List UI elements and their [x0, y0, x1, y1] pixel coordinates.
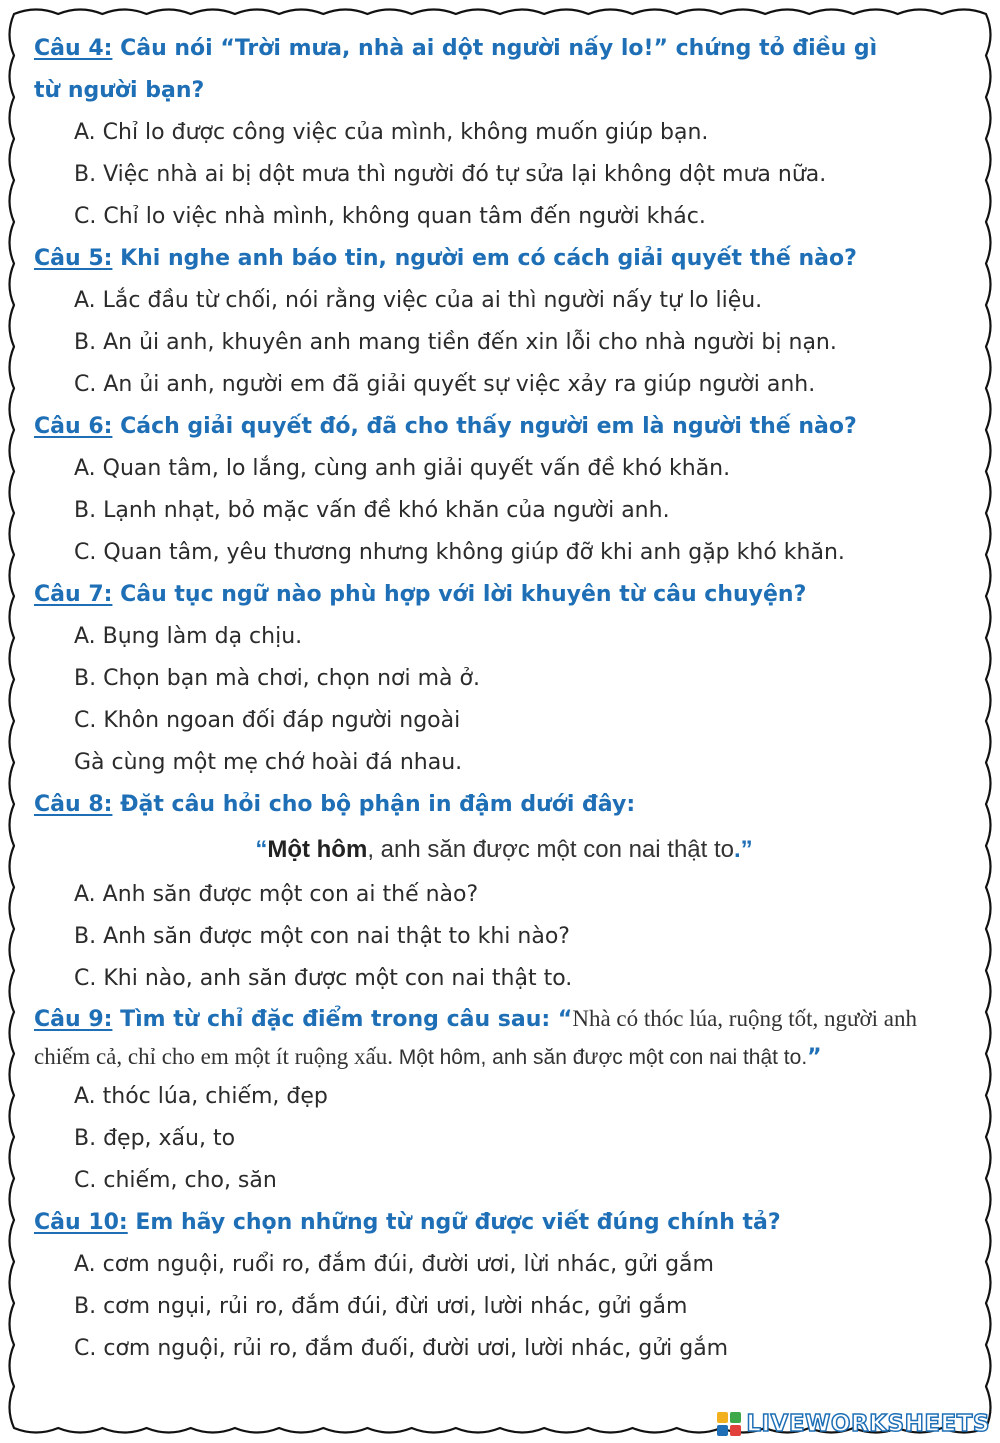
option-b[interactable]: B. Chọn bạn mà chơi, chọn nơi mà ở.	[74, 666, 480, 691]
option-a[interactable]: A. cơm nguội, ruổi ro, đắm đúi, đười ươi, lừi nhác, gửi gắm	[74, 1252, 714, 1277]
option-c[interactable]: C. Khôn ngoan đối đáp người ngoài	[74, 708, 461, 733]
option-a[interactable]: A. thóc lúa, chiếm, đẹp	[74, 1084, 328, 1109]
quote-serif: Nhà có thóc lúa, ruộng tốt, người anh chiếm cả, chỉ cho em một ít ruộng xấu.	[34, 1006, 917, 1069]
question-text: Tìm từ chỉ đặc điểm trong câu sau:	[112, 1007, 558, 1032]
option-b[interactable]: B. đẹp, xấu, to	[74, 1126, 236, 1151]
bold-phrase: Một hôm	[267, 836, 368, 863]
logo-text: LIVEWORKSHEETS	[746, 1411, 990, 1437]
option-b[interactable]: B. An ủi anh, khuyên anh mang tiền đến xin lỗi cho nhà người bị nạn.	[74, 330, 837, 355]
worksheet-content	[34, 28, 974, 1370]
question-text: Em hãy chọn những từ ngữ được viết đúng chính tả?	[127, 1210, 781, 1235]
option-a[interactable]: A. Quan tâm, lo lắng, cùng anh giải quyết vấn đề khó khăn.	[74, 456, 731, 481]
question-number: Câu 9:	[34, 1007, 113, 1032]
question-10	[34, 1202, 974, 1244]
option-a[interactable]: A. Chỉ lo được công việc của mình, không muốn giúp bạn.	[74, 120, 709, 145]
option-b[interactable]: B. Anh săn được một con nai thật to khi nào?	[74, 924, 570, 949]
liveworksheets-logo	[716, 1409, 990, 1439]
question-number: Câu 6:	[34, 414, 113, 439]
option-c[interactable]: C. cơm nguội, rủi ro, đắm đuối, đười ươi, lười nhác, gửi gắm	[74, 1336, 729, 1361]
question-number: Câu 10:	[34, 1210, 128, 1235]
option-c-line-2: Gà cùng một mẹ chớ hoài đá nhau.	[74, 750, 463, 775]
question-number: Câu 8:	[34, 792, 113, 817]
option-c[interactable]: C. An ủi anh, người em đã giải quyết sự việc xảy ra giúp người anh.	[74, 372, 816, 397]
question-number: Câu 7:	[34, 582, 113, 607]
question-text: Câu nói “Trời mưa, nhà ai dột người nấy lo!” chứng tỏ điều gì	[112, 36, 878, 61]
question-7	[34, 574, 974, 616]
close-quote: .”	[734, 836, 753, 863]
option-a[interactable]: A. Lắc đầu từ chối, nói rằng việc của ai thì người nấy tự lo liệu.	[74, 288, 763, 313]
question-number: Câu 5:	[34, 246, 113, 271]
question-4-cont: từ người bạn?	[34, 78, 205, 103]
option-b[interactable]: B. Lạnh nhạt, bỏ mặc vấn đề khó khăn của người anh.	[74, 498, 670, 523]
question-number: Câu 4:	[34, 36, 113, 61]
option-b[interactable]: B. cơm ngụi, rủi ro, đắm đúi, đừi ươi, lười nhác, gửi gắm	[74, 1294, 688, 1319]
option-c[interactable]: C. chiếm, cho, săn	[74, 1168, 277, 1193]
option-c[interactable]: C. Khi nào, anh săn được một con nai thật to.	[74, 966, 573, 991]
open-quote: “	[557, 1007, 573, 1032]
option-a[interactable]: A. Bụng làm dạ chịu.	[74, 624, 303, 649]
option-b[interactable]: B. Việc nhà ai bị dột mưa thì người đó tự sửa lại không dột mưa nữa.	[74, 162, 827, 187]
question-4	[34, 28, 974, 70]
question-9	[34, 1000, 974, 1076]
question-text: Đặt câu hỏi cho bộ phận in đậm dưới đây:	[112, 792, 636, 817]
quote-rest: , anh săn được một con nai thật to	[367, 836, 734, 863]
open-quote: “	[255, 836, 268, 863]
quoted-sentence	[34, 826, 974, 874]
option-c[interactable]: C. Quan tâm, yêu thương nhưng không giúp đỡ khi anh gặp khó khăn.	[74, 540, 845, 565]
question-text: Cách giải quyết đó, đã cho thấy người em là người thế nào?	[112, 414, 857, 439]
question-text: Câu tục ngữ nào phù hợp với lời khuyên từ câu chuyện?	[112, 582, 807, 607]
option-c[interactable]: C. Chỉ lo việc nhà mình, không quan tâm đến người khác.	[74, 204, 706, 229]
liveworksheets-logo-icon	[716, 1411, 742, 1437]
question-text: Khi nghe anh báo tin, người em có cách giải quyết thế nào?	[112, 246, 857, 271]
question-5	[34, 238, 974, 280]
question-8	[34, 784, 974, 826]
question-6	[34, 406, 974, 448]
close-quote: ”	[807, 1045, 822, 1070]
quote-sans: Một hôm, anh săn được một con nai thật to.	[392, 1046, 808, 1069]
option-a[interactable]: A. Anh săn được một con ai thế nào?	[74, 882, 479, 907]
